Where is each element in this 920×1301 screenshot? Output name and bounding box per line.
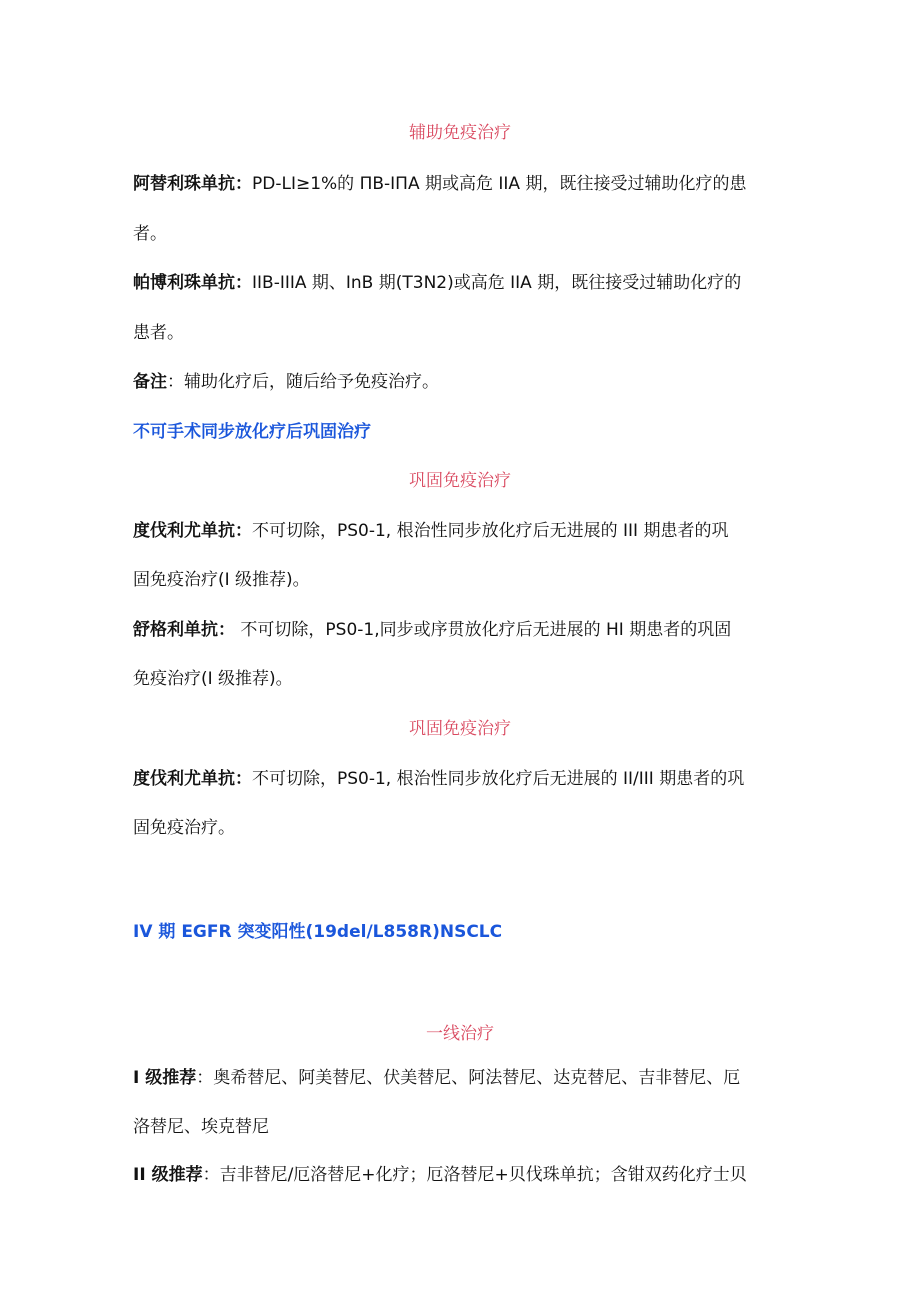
note-text: ：辅助化疗后，随后给予免疫治疗。 xyxy=(167,372,439,392)
egfr-section-heading: IV 期 EGFR 突变阳性(19del/L858R)NSCLC xyxy=(133,922,503,942)
grade-2-recommendation-line-1 xyxy=(133,1163,803,1187)
grade-2-text-1: ：吉非替尼/厄洛替尼+化疗；厄洛替尼+贝伐珠单抗；含钳双药化疗士贝 xyxy=(202,1165,747,1185)
pembrolizumab-label: 帕博利珠单抗： xyxy=(133,273,252,293)
first-line-treatment-heading: 一线治疗 xyxy=(426,1024,494,1044)
atezolizumab-paragraph-line-2 xyxy=(133,222,803,246)
durvalumab-paragraph-2-line-2 xyxy=(133,816,803,840)
durvalumab-paragraph-1-line-1 xyxy=(133,519,803,543)
grade-2-label: II 级推荐 xyxy=(133,1165,203,1185)
grade-1-text-1: ：奥希替尼、阿美替尼、伏美替尼、阿法替尼、达克替尼、吉非替尼、厄 xyxy=(196,1068,741,1088)
atezolizumab-paragraph-line-1 xyxy=(133,172,803,196)
sugemalimab-label: 舒格利单抗： xyxy=(133,620,235,640)
durvalumab-paragraph-1-line-2 xyxy=(133,568,803,592)
grade-1-recommendation-line-1 xyxy=(133,1066,803,1090)
sugemalimab-paragraph-line-2 xyxy=(133,667,803,691)
grade-1-label: I 级推荐 xyxy=(133,1068,197,1088)
durvalumab-paragraph-2-line-1 xyxy=(133,767,803,791)
unresectable-consolidation-heading: 不可手术同步放化疗后巩固治疗 xyxy=(133,422,371,442)
durvalumab-text-2a: 不可切除，PS0-1, 根治性同步放化疗后无进展的 II/III 期患者的巩 xyxy=(252,769,745,789)
pembrolizumab-text-2: 患者。 xyxy=(133,323,184,343)
pembrolizumab-paragraph-line-2 xyxy=(133,321,803,345)
note-label: 备注 xyxy=(133,372,167,392)
sugemalimab-text-2: 免疫治疗(I 级推荐)。 xyxy=(133,669,293,689)
durvalumab-text-2b: 固免疫治疗。 xyxy=(133,818,235,838)
durvalumab-label-2: 度伐利尤单抗： xyxy=(133,769,252,789)
sugemalimab-paragraph-line-1 xyxy=(133,618,803,642)
note-paragraph xyxy=(133,370,803,394)
consolidation-immunotherapy-heading-2: 巩固免疫治疗 xyxy=(409,719,511,739)
sugemalimab-text-1: 不可切除，PS0-1,同步或序贯放化疗后无进展的 HI 期患者的巩固 xyxy=(235,620,732,640)
adjuvant-immunotherapy-heading: 辅助免疫治疗 xyxy=(409,123,511,143)
consolidation-immunotherapy-heading-1: 巩固免疫治疗 xyxy=(409,471,511,491)
atezolizumab-text-1: PD-LI≥1%的 ΠB-IΠA 期或高危 IIA 期，既往接受过辅助化疗的患 xyxy=(252,174,747,194)
grade-1-recommendation-line-2 xyxy=(133,1115,803,1139)
atezolizumab-label: 阿替利珠单抗： xyxy=(133,174,252,194)
durvalumab-text-1b: 固免疫治疗(I 级推荐)。 xyxy=(133,570,310,590)
pembrolizumab-text-1: IIB-IIIA 期、InB 期(T3N2)或高危 IIA 期，既往接受过辅助化疗的 xyxy=(252,273,742,293)
durvalumab-label-1: 度伐利尤单抗： xyxy=(133,521,252,541)
grade-1-text-2: 洛替尼、埃克替尼 xyxy=(133,1117,269,1137)
pembrolizumab-paragraph-line-1 xyxy=(133,271,803,295)
durvalumab-text-1a: 不可切除，PS0-1, 根治性同步放化疗后无进展的 III 期患者的巩 xyxy=(252,521,729,541)
atezolizumab-text-2: 者。 xyxy=(133,224,167,244)
